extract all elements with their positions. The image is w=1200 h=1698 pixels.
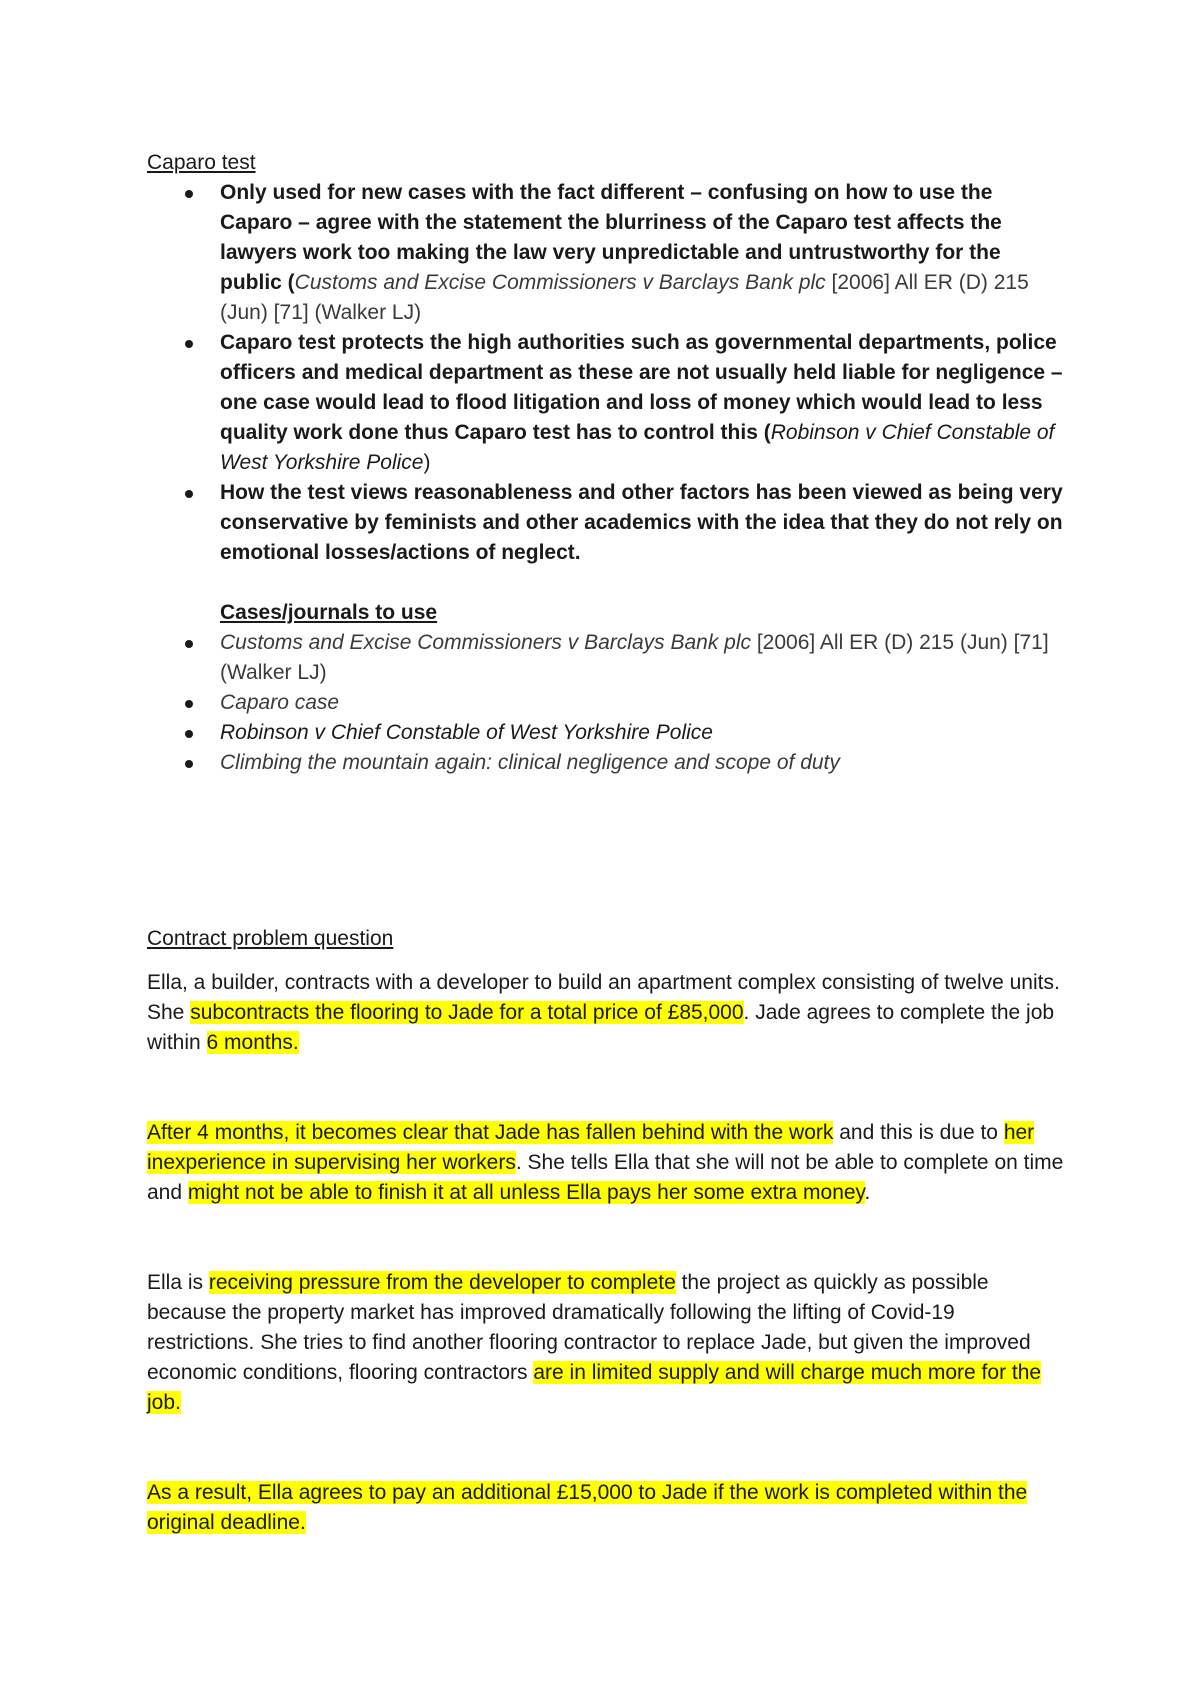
bullet-icon: [185, 490, 193, 498]
paragraph-3: Ella is receiving pressure from the developer to complete the project as quickly as possible because the property market has improved dramatically following the lifting of Covid-19 restrictions. She tries to find another flooring contractor to replace Jade, but given the improved economic conditions, flooring contractors are in limited supply and will charge much more for the job.: [147, 1271, 1042, 1414]
paragraph-2: After 4 months, it becomes clear that Jade has fallen behind with the work and this is due to her inexperience in supervising her workers. She tells Ella that she will not be able to complete on time and might not be able to finish it at all unless Ella pays her some extra money.: [147, 1121, 1064, 1204]
list-item: Caparo test protects the high authorities such as governmental departments, police officers and medical department as these are not usually held liable for negligence – one case would lead to flood litigation and loss of money which would lead to less quality work done thus Caparo test has to control this (Robinson v Chief Constable of West Yorkshire Police): [147, 328, 1067, 478]
case-citation: Caparo case: [220, 691, 340, 714]
paragraph-4: [147, 1478, 1067, 1538]
journal-citation: Climbing the mountain again: clinical negligence and scope of duty: [220, 751, 840, 774]
highlight: her inexperience in supervising her workers: [147, 1121, 1035, 1174]
list-item: How the test views reasonableness and other factors has been viewed as being very conservative by feminists and other academics with the idea that they do not rely on emotional losses/actions of neglect.: [147, 478, 1067, 568]
bullet-icon: [185, 190, 193, 198]
list-item: Customs and Excise Commissioners v Barclays Bank plc [2006] All ER (D) 215 (Jun) [71] (Walker LJ): [147, 628, 1067, 688]
case-citation: Customs and Excise Commissioners v Barclays Bank plc: [294, 271, 826, 294]
bullet-icon: [185, 640, 193, 648]
highlight: After 4 months, it becomes clear that Jade has fallen behind with the work: [147, 1121, 834, 1144]
contract-heading: Contract problem question: [147, 927, 394, 950]
highlight: subcontracts the flooring to Jade for a total price of £85,000: [190, 1001, 744, 1024]
list-item: [147, 718, 1067, 748]
paragraph-1: Ella, a builder, contracts with a developer to build an apartment complex consisting of twelve units. She subcontracts the flooring to Jade for a total price of £85,000. Jade agrees to complete the job within 6 months.: [147, 971, 1060, 1054]
caparo-heading: Caparo test: [147, 151, 256, 174]
highlight: might not be able to finish it at all unless Ella pays her some extra money: [187, 1181, 865, 1204]
case-citation: Robinson v Chief Constable of West Yorkshire Police: [220, 421, 1055, 474]
caparo-bullet-list: [147, 178, 1067, 568]
cases-list: [147, 628, 1067, 778]
list-item: [147, 748, 1067, 778]
contract-section: [147, 924, 1067, 1538]
bullet-icon: [185, 700, 193, 708]
cases-heading: Cases/journals to use: [220, 601, 438, 624]
highlight: As a result, Ella agrees to pay an additional £15,000 to Jade if the work is completed within the original deadline.: [147, 1481, 1028, 1534]
list-item: [147, 688, 1067, 718]
case-citation: Robinson v Chief Constable of West Yorkshire Police: [220, 721, 713, 744]
highlight: receiving pressure from the developer to complete: [208, 1271, 676, 1294]
bullet-icon: [185, 340, 193, 348]
caparo-section: [147, 148, 1067, 778]
list-item: Only used for new cases with the fact different – confusing on how to use the Caparo – agree with the statement the blurriness of the Caparo test affects the lawyers work too making the law very unpredictable and untrustworthy for the public (Customs and Excise Commissioners v Barclays Bank plc [2006] All ER (D) 215 (Jun) [71] (Walker LJ): [147, 178, 1067, 328]
case-citation: Customs and Excise Commissioners v Barclays Bank plc: [220, 631, 752, 654]
highlight: are in limited supply and will charge much more for the job.: [147, 1361, 1042, 1414]
bullet-icon: [185, 760, 193, 768]
bullet-icon: [185, 730, 193, 738]
highlight: 6 months.: [206, 1031, 299, 1054]
